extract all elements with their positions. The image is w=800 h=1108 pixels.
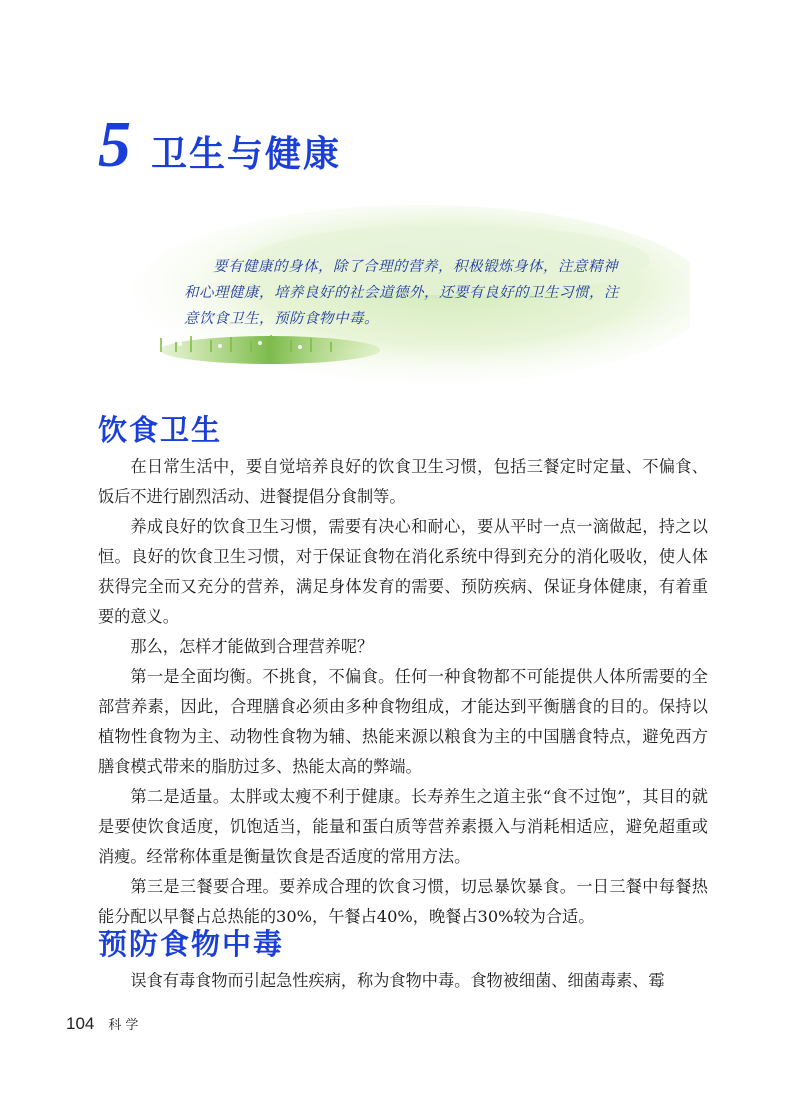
section-body-food-poisoning <box>98 966 708 996</box>
section-heading-food-poisoning: 预防食物中毒 <box>98 927 285 961</box>
chapter-title: 卫生与健康 <box>151 134 342 175</box>
paragraph: 养成良好的饮食卫生习惯，需要有决心和耐心，要从平时一点一滴做起，持之以恒。良好的饮食卫生习惯，对于保证食物在消化系统中得到充分的消化吸收，使人体获得完全而又充分的营养，满足身体发育的需要、预防疾病、保证身体健康，有着重要的意义。 <box>98 517 708 626</box>
book-label: 科学 <box>108 1017 143 1032</box>
section-body-diet-hygiene <box>98 452 708 932</box>
page-number: 104 <box>66 1014 95 1033</box>
paragraph: 第一是全面均衡。不挑食，不偏食。任何一种食物都不可能提供人体所需要的全部营养素，因此，合理膳食必须由多种食物组成，才能达到平衡膳食的目的。保持以植物性食物为主、动物性食物为辅、热能来源以粮食为主的中国膳食特点，避免西方膳食模式带来的脂肪过多、热能太高的弊端。 <box>98 667 708 776</box>
paragraph: 第二是适量。太胖或太瘦不利于健康。长寿养生之道主张“食不过饱”，其目的就是要使饮食适度，饥饱适当，能量和蛋白质等营养素摄入与消耗相适应，避免超重或消瘦。经常称体重是衡量饮食是否适度的常用方法。 <box>98 787 708 866</box>
paragraph: 第三是三餐要合理。要养成合理的饮食习惯，切忌暴饮暴食。一日三餐中每餐热能分配以早餐占总热能的30%，午餐占40%，晚餐占30%较为合适。 <box>98 877 708 926</box>
paragraph: 在日常生活中，要自觉培养良好的饮食卫生习惯，包括三餐定时定量、不偏食、饭后不进行剧烈活动、进餐提倡分食制等。 <box>98 457 708 506</box>
chapter-header <box>98 108 342 181</box>
chapter-number: 5 <box>98 108 131 181</box>
intro-paragraph: 要有健康的身体，除了合理的营养，积极锻炼身体，注意精神和心理健康，培养良好的社会道德外，还要有良好的卫生习惯，注意饮食卫生，预防食物中毒。 <box>184 259 619 327</box>
paragraph: 误食有毒食物而引起急性疾病，称为食物中毒。食物被细菌、细菌毒素、霉 <box>130 971 665 990</box>
page-footer <box>66 1014 142 1034</box>
section-heading-diet-hygiene: 饮食卫生 <box>98 413 223 447</box>
paragraph: 那么，怎样才能做到合理营养呢？ <box>130 637 374 656</box>
